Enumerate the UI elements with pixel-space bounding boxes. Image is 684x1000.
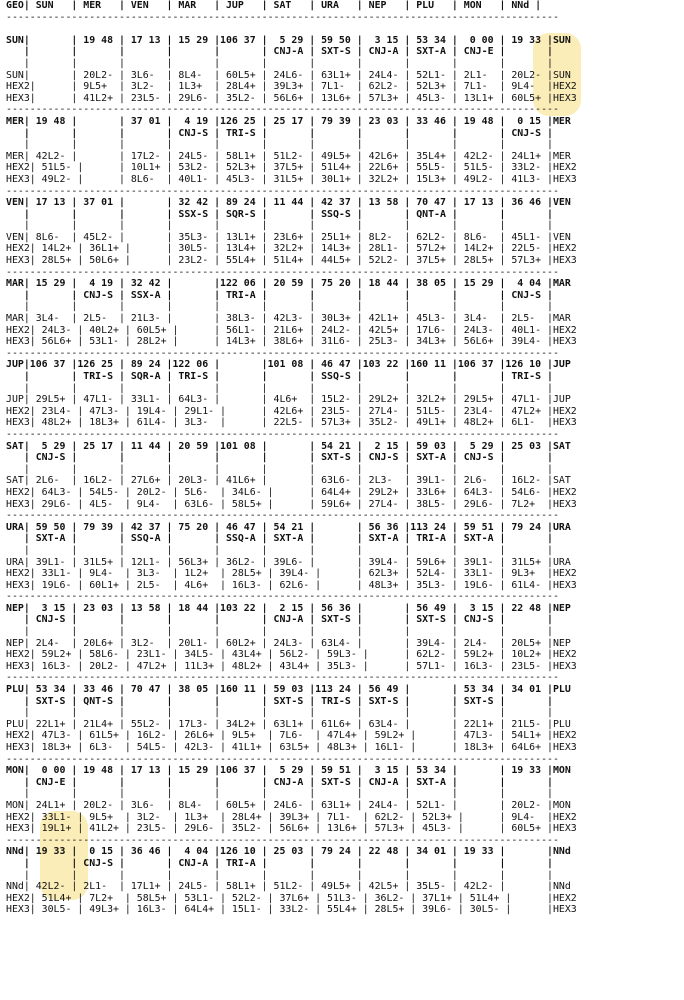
grid-line: HEX2| 47L3- | 61L5+ | 16L2- | 26L6+ | 9L5+ | 7L6- | 47L4+ | 59L2+ | | 47L3- | 54L1+ |HEX2	[6, 730, 577, 742]
grid-line: VEN| 17 13 | 37 01 | | 32 42 | 89 24 | 11 44 | 42 37 | 13 58 | 70 47 | 17 13 | 36 46 |VEN	[6, 197, 571, 209]
grid-line: | CNJ-E | | | | | CNJ-A | SXT-S | CNJ-A | SXT-A | | |	[6, 776, 553, 788]
grid-line: URA| 39L1- | 31L5+ | 12L1- | 56L3+ | 36L2- | 39L6- | | 39L4- | 59L6+ | 39L1- | 31L5+ |URA	[6, 556, 571, 568]
grid-line: HEX2| 23L4- | 47L3- | 19L4- | 29L1- | | 42L6+ | 23L5- | 27L4- | 51L5- | 23L4- | 47L2+ |HEX2	[6, 405, 577, 417]
grid-line: HEX3| | 41L2+ | 23L5- | 29L6- | 35L2- | 56L6+ | 13L6+ | 57L3+ | 45L3- | 13L1+ | 60L5+ |HEX3	[6, 92, 577, 104]
grid-line: ---------------------------------------------------------------------------------------------	[6, 428, 559, 440]
grid-line: HEX3| 30L5- | 49L3+ | 16L3- | 64L4+ | 15L1- | 33L2- | 55L4+ | 28L5+ | 39L6- | 30L5- | |HEX3	[6, 904, 577, 916]
grid-line: | CNJ-S | | | | | CNJ-A | SXT-S | | SXT-S | CNJ-S | |	[6, 614, 553, 626]
grid-line: MON| 24L1+ | 20L2- | 3L6- | 8L4- | 60L5+ | 24L6- | 63L1+ | 24L4- | 52L1- | | 20L2- |MON	[6, 799, 571, 811]
grid-line: MER| 19 48 | | 37 01 | 4 19 |126 25 | 25 17 | 79 39 | 23 03 | 33 46 | 19 48 | 0 15 |MER	[6, 115, 571, 127]
grid-line: SUN| | 20L2- | 3L6- | 8L4- | 60L5+ | 24L6- | 63L1+ | 24L4- | 52L1- | 2L1- | 20L2- |SUN	[6, 69, 571, 81]
aspect-grid	[6, 0, 678, 916]
grid-line: HEX2| 51L4+ | 7L2+ | 58L5+ | 53L1- | 52L2- | 37L6+ | 51L3- | 36L2- | 37L1+ | 51L4+ | |HEX2	[6, 892, 577, 904]
grid-line: GEO| SUN | MER | VEN | MAR | JUP | SAT | URA | NEP | PLU | MON | NNd |	[6, 0, 542, 11]
grid-line: | | CNJ-S | SSX-A | | TRI-A | | | | | | CNJ-S |	[6, 289, 553, 301]
grid-line: HEX2| 64L3- | 54L5- | 20L2- | 5L6- | 34L6- | | 64L4+ | 29L2+ | 33L6+ | 64L3- | 54L6- |HEX2	[6, 486, 577, 498]
grid-line: | | | | | | | | | | | |	[6, 57, 553, 69]
grid-line: | | | | | | | | | | | |	[6, 463, 553, 475]
grid-line: SAT| 5 29 | 25 17 | 11 44 | 20 59 |101 08 | | 54 21 | 2 15 | 59 03 | 5 29 | 25 03 |SAT	[6, 440, 571, 452]
grid-line: | | | | CNJ-S | TRI-S | | | | | | CNJ-S |	[6, 127, 553, 139]
grid-line: SAT| 2L6- | 16L2- | 27L6+ | 20L3- | 41L6+ | | 63L6- | 2L3- | 39L1- | 2L6- | 16L2- |SAT	[6, 475, 571, 487]
grid-line: HEX3| 19L6- | 60L1+ | 2L5- | 4L6+ | 16L3- | 62L6- | | 48L3+ | 35L3- | 19L6- | 61L4- |HEX3	[6, 579, 577, 591]
grid-line: MAR| 3L4- | 2L5- | 21L3- | | 38L3- | 42L3- | 30L3+ | 42L1+ | 45L3- | 3L4- | 2L5- |MAR	[6, 313, 571, 325]
grid-line: NNd| 19 33 | 0 15 | 36 46 | 4 04 |126 10 | 25 03 | 79 24 | 22 48 | 34 01 | 19 33 | |NNd	[6, 846, 571, 858]
grid-line: ---------------------------------------------------------------------------------------------	[6, 753, 559, 765]
grid-line: JUP|106 37 |126 25 | 89 24 |122 06 | |101 08 | 46 47 |103 22 |160 11 |106 37 |126 10 |JUP	[6, 359, 571, 371]
grid-line: ---------------------------------------------------------------------------------------------	[6, 11, 559, 23]
grid-line: HEX2| 33L1- | 9L4- | 3L3- | 1L2+ | 28L5+ | 39L4- | | 62L3+ | 52L4- | 33L1- | 9L3+ |HEX2	[6, 568, 577, 580]
grid-line: | | TRI-S | SQR-A | TRI-S | | | SSQ-S | | | | TRI-S |	[6, 371, 553, 382]
grid-line: | CNJ-S | | | | | | SXT-S | CNJ-S | SXT-A | CNJ-S | |	[6, 452, 553, 464]
grid-line: HEX2| 33L1- | 9L5+ | 3L2- | 1L3+ | 28L4+ | 39L3+ | 7L1- | 62L2- | 52L3+ | | 9L4- |HEX2	[6, 811, 577, 823]
grid-line: | | | | | | | | | | | |	[6, 869, 553, 881]
grid-line: | | | | | | | | | | | |	[6, 707, 553, 719]
grid-line: PLU| 53 34 | 33 46 | 70 47 | 38 05 |160 11 | 59 03 |113 24 | 56 49 | | 53 34 | 34 01 |PLU	[6, 684, 571, 696]
grid-line: HEX3| 56L6+ | 53L1- | 28L2+ | | 14L3+ | 38L6+ | 31L6- | 25L3- | 34L3+ | 56L6+ | 39L4- |HEX3	[6, 336, 577, 348]
grid-line: ---------------------------------------------------------------------------------------------	[6, 834, 559, 846]
grid-line: ---------------------------------------------------------------------------------------------	[6, 591, 559, 603]
grid-line: VEN| 8L6- | 45L2- | | 35L3- | 13L1+ | 23L6+ | 25L1+ | 8L2- | 62L2- | 8L6- | 45L1- |VEN	[6, 231, 571, 243]
grid-line: HEX2| | 9L5+ | 3L2- | 1L3+ | 28L4+ | 39L3+ | 7L1- | 62L2- | 52L3+ | 7L1- | 9L4- |HEX2	[6, 81, 577, 93]
grid-line: HEX3| 29L6- | 4L5- | 9L4- | 63L6- | 58L5+ | | 59L6+ | 27L4- | 38L5- | 29L6- | 7L2+ |HEX3	[6, 498, 577, 510]
grid-line: ---------------------------------------------------------------------------------------------	[6, 185, 559, 197]
grid-line: URA| 59 50 | 79 39 | 42 37 | 75 20 | 46 47 | 54 21 | | 56 36 |113 24 | 59 51 | 79 24 |URA	[6, 521, 571, 533]
grid-line: MON| 0 00 | 19 48 | 17 13 | 15 29 |106 37 | 5 29 | 59 51 | 3 15 | 53 34 | | 19 33 |MON	[6, 765, 571, 777]
grid-line: HEX3| 28L5+ | 50L6+ | | 23L2- | 55L4+ | 51L4+ | 44L5+ | 52L2- | 37L5+ | 28L5+ | 57L3+ |HEX3	[6, 255, 577, 267]
grid-line: HEX3| 49L2- | | 8L6- | 40L1- | 45L3- | 31L5+ | 30L1+ | 32L2+ | 15L3+ | 49L2- | 41L3- |HEX3	[6, 173, 577, 185]
grid-line: HEX2| 59L2+ | 58L6- | 23L1- | 34L5- | 43L4+ | 56L2- | 59L3- | | 62L2- | 59L2+ | 10L2+ |HEX2	[6, 649, 577, 661]
grid-line: PLU| 22L1+ | 21L4+ | 55L2- | 17L3- | 34L2+ | 63L1+ | 61L6+ | 63L4- | | 22L1+ | 21L5- |PLU	[6, 718, 571, 730]
grid-line: ---------------------------------------------------------------------------------------------	[6, 266, 559, 278]
grid-line: HEX2| 51L5- | | 10L1+ | 53L2- | 52L3+ | 37L5+ | 51L4+ | 22L6+ | 55L5- | 51L5- | 33L2- |HEX2	[6, 162, 577, 174]
grid-line: | | CNJ-S | | CNJ-A | TRI-A | | | | | | |	[6, 857, 553, 869]
grid-line: | | | | | | | | | | | |	[6, 626, 553, 638]
grid-line: | | | | | | | | | | | |	[6, 788, 553, 800]
grid-line: NEP| 3 15 | 23 03 | 13 58 | 18 44 |103 22 | 2 15 | 56 36 | | 56 49 | 3 15 | 22 48 |NEP	[6, 602, 571, 614]
grid-line: ---------------------------------------------------------------------------------------------	[6, 672, 559, 684]
grid-line: | | | | | | | | | | | |	[6, 139, 553, 151]
grid-line: ---------------------------------------------------------------------------------------------	[6, 347, 559, 359]
grid-line: NEP| 2L4- | 20L6+ | 3L2- | 20L1- | 60L2+ | 24L3- | 63L4- | | 39L4- | 2L4- | 20L5+ |NEP	[6, 637, 571, 649]
grid-line: | | | | | | | | | | | |	[6, 382, 553, 394]
grid-line: HEX3| 16L3- | 20L2- | 47L2+ | 11L3+ | 48L2+ | 43L4+ | 35L3- | | 57L1- | 16L3- | 23L5- |HEX3	[6, 660, 577, 672]
grid-line: HEX2| 14L2+ | 36L1+ | | 30L5- | 13L4+ | 32L2+ | 14L3+ | 28L1- | 57L2+ | 14L2+ | 22L5- |HEX2	[6, 243, 577, 255]
grid-line: | | | | | | | | | | | |	[6, 220, 553, 232]
grid-line: MAR| 15 29 | 4 19 | 32 42 | |122 06 | 20 59 | 75 20 | 18 44 | 38 05 | 15 29 | 4 04 |MAR	[6, 278, 571, 290]
grid-line: | SXT-S | QNT-S | | | | SXT-S | TRI-S | SXT-S | | SXT-S | |	[6, 695, 553, 707]
grid-line: | | | | | | | | | | | |	[6, 544, 553, 556]
grid-line: | | | | | | | | | | | |	[6, 301, 553, 313]
grid-line: | SXT-A | | SSQ-A | | SSQ-A | SXT-A | | SXT-A | TRI-A | SXT-A | |	[6, 533, 553, 545]
grid-line: HEX2| 24L3- | 40L2+ | 60L5+ | | 56L1- | 21L6+ | 24L2- | 42L5+ | 17L6- | 24L3- | 40L1- |HEX2	[6, 324, 577, 336]
grid-line: HEX3| 19L1+ | 41L2+ | 23L5- | 29L6- | 35L2- | 56L6+ | 13L6+ | 57L3+ | 45L3- | | 60L5+ |HEX3	[6, 823, 577, 835]
grid-line	[6, 23, 678, 35]
grid-line: ---------------------------------------------------------------------------------------------	[6, 104, 559, 116]
grid-line: SUN| | 19 48 | 17 13 | 15 29 |106 37 | 5 29 | 59 50 | 3 15 | 53 34 | 0 00 | 19 33 |SUN	[6, 34, 571, 46]
grid-line: | | | | SSX-S | SQR-S | | SSQ-S | | QNT-A | | |	[6, 208, 553, 220]
grid-line: NNd| 42L2- | 2L1- | 17L1+ | 24L5- | 58L1+ | 51L2- | 49L5+ | 42L5+ | 35L5- | 42L2- | |NNd	[6, 881, 571, 893]
grid-line: | | | | | | CNJ-A | SXT-S | CNJ-A | SXT-A | CNJ-E | |	[6, 46, 553, 58]
grid-line: MER| 42L2- | | 17L2- | 24L5- | 58L1+ | 51L2- | 49L5+ | 42L6+ | 35L4+ | 42L2- | 24L1+ |MER	[6, 150, 571, 162]
grid-line: JUP| 29L5+ | 47L1- | 33L1- | 64L3- | | 4L6+ | 15L2- | 29L2+ | 32L2+ | 29L5+ | 47L1- |JUP	[6, 394, 571, 406]
grid-line: HEX3| 48L2+ | 18L3+ | 61L4- | 3L3- | | 22L5- | 57L3+ | 35L2- | 49L1+ | 48L2+ | 6L1- |HEX3	[6, 417, 577, 429]
grid-line: ---------------------------------------------------------------------------------------------	[6, 510, 559, 522]
grid-line: HEX3| 18L3+ | 6L3- | 54L5- | 42L3- | 41L1+ | 63L5+ | 48L3+ | 16L1- | | 18L3+ | 64L6+ |HEX3	[6, 742, 577, 753]
